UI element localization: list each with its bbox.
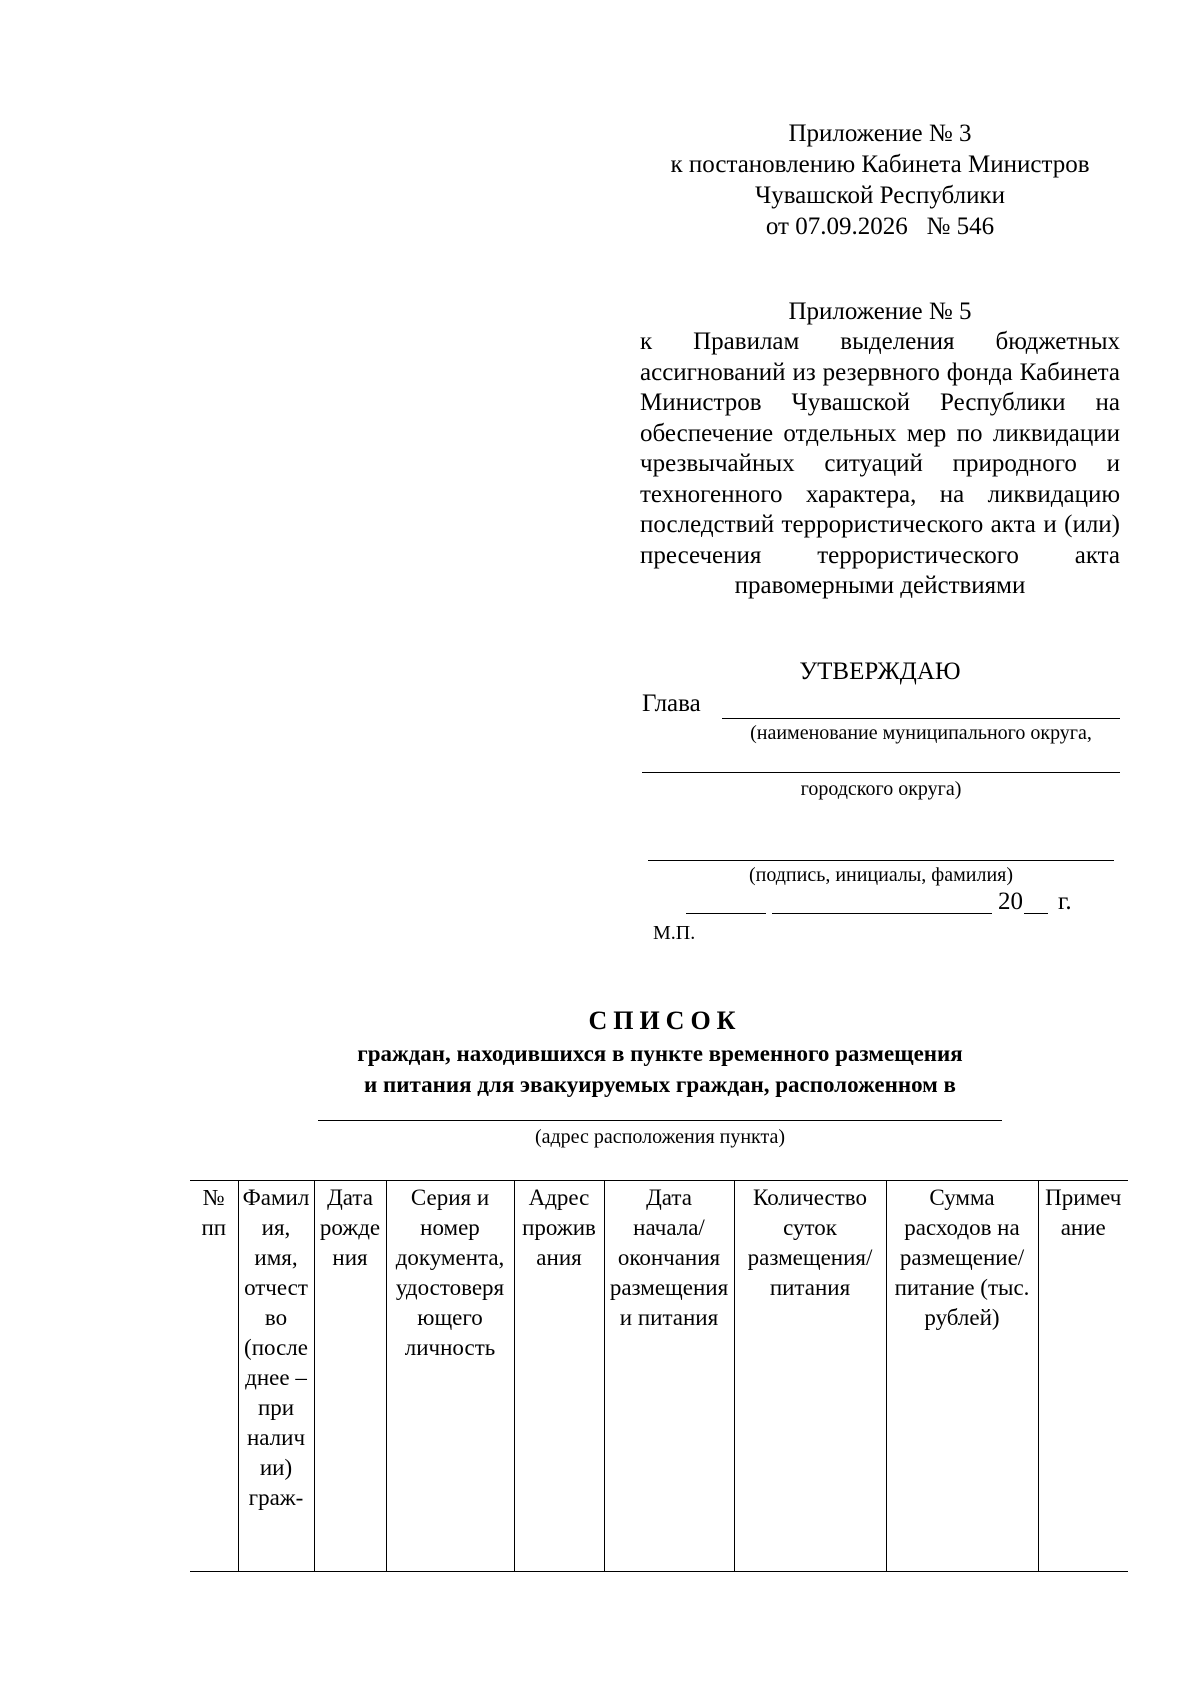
list-title: СПИСОК [588, 1006, 742, 1035]
list-subtitle-line1: граждан, находившихся в пункте временного размещения [357, 1041, 963, 1066]
citizens-table [190, 1180, 1128, 1572]
caption-municipality: (наименование муниципального округа, [750, 722, 1092, 744]
caption-city: городского округа) [800, 778, 962, 800]
date-month-line [772, 913, 992, 914]
appendix-date-number: от 07.09.2026 № 546 [765, 213, 995, 240]
header-days-count: Количество суток размещения/ питания [734, 1181, 886, 1572]
date-year-suffix: г. [1058, 888, 1072, 915]
rules-appendix-body: к Правилам выделения бюджетных ассигнований из резервного фонда Кабинета Министров Чувашской Республики на обеспечение отдельных мер по ликвидации чрезвычайных ситуаций природного и техногенного характера, на ликвидацию последствий террористического акта и (или) пресечения террористического акта правомерными действиями [640, 328, 1120, 599]
address-caption: (адрес расположения пункта) [534, 1126, 786, 1148]
signature-line [648, 860, 1114, 861]
header-birth-date: Дата рождения [314, 1181, 386, 1572]
caption-signature: (подпись, инициалы, фамилия) [748, 864, 1014, 886]
header-id-document: Серия и номер документа, удостоверяющего личность [386, 1181, 514, 1572]
appendix-header [640, 118, 1120, 242]
approval-heading: УТВЕРЖДАЮ [799, 658, 961, 685]
approval-head-label: Глава [642, 690, 701, 717]
header-stay-dates: Дата начала/окончания размещения и питания [604, 1181, 734, 1572]
header-number: № пп [190, 1181, 238, 1572]
date-year-prefix: 20 [998, 888, 1023, 915]
header-expense-sum: Сумма расходов на размещение/ питание (тыс. рублей) [886, 1181, 1038, 1572]
date-day-line [686, 913, 766, 914]
list-subtitle-line2: и питания для эвакуируемых граждан, расположенном в [364, 1072, 956, 1097]
table-header-row [190, 1181, 1128, 1572]
municipality-name-line-2 [642, 772, 1120, 773]
appendix-number: Приложение № 3 [788, 120, 972, 147]
rules-appendix-title: Приложение № 5 [788, 298, 972, 325]
header-address: Адрес проживания [514, 1181, 604, 1572]
appendix-republic: Чувашской Республики [754, 182, 1006, 209]
date-year-line [1024, 913, 1048, 914]
stamp-label: М.П. [653, 922, 696, 944]
header-note: Примечание [1038, 1181, 1128, 1572]
header-full-name: Фамилия, имя, отчество (последнее – при наличии) граж- [238, 1181, 314, 1572]
municipality-name-line [722, 718, 1120, 719]
address-line [318, 1120, 1002, 1121]
appendix-reference: к постановлению Кабинета Министров [670, 151, 1090, 178]
